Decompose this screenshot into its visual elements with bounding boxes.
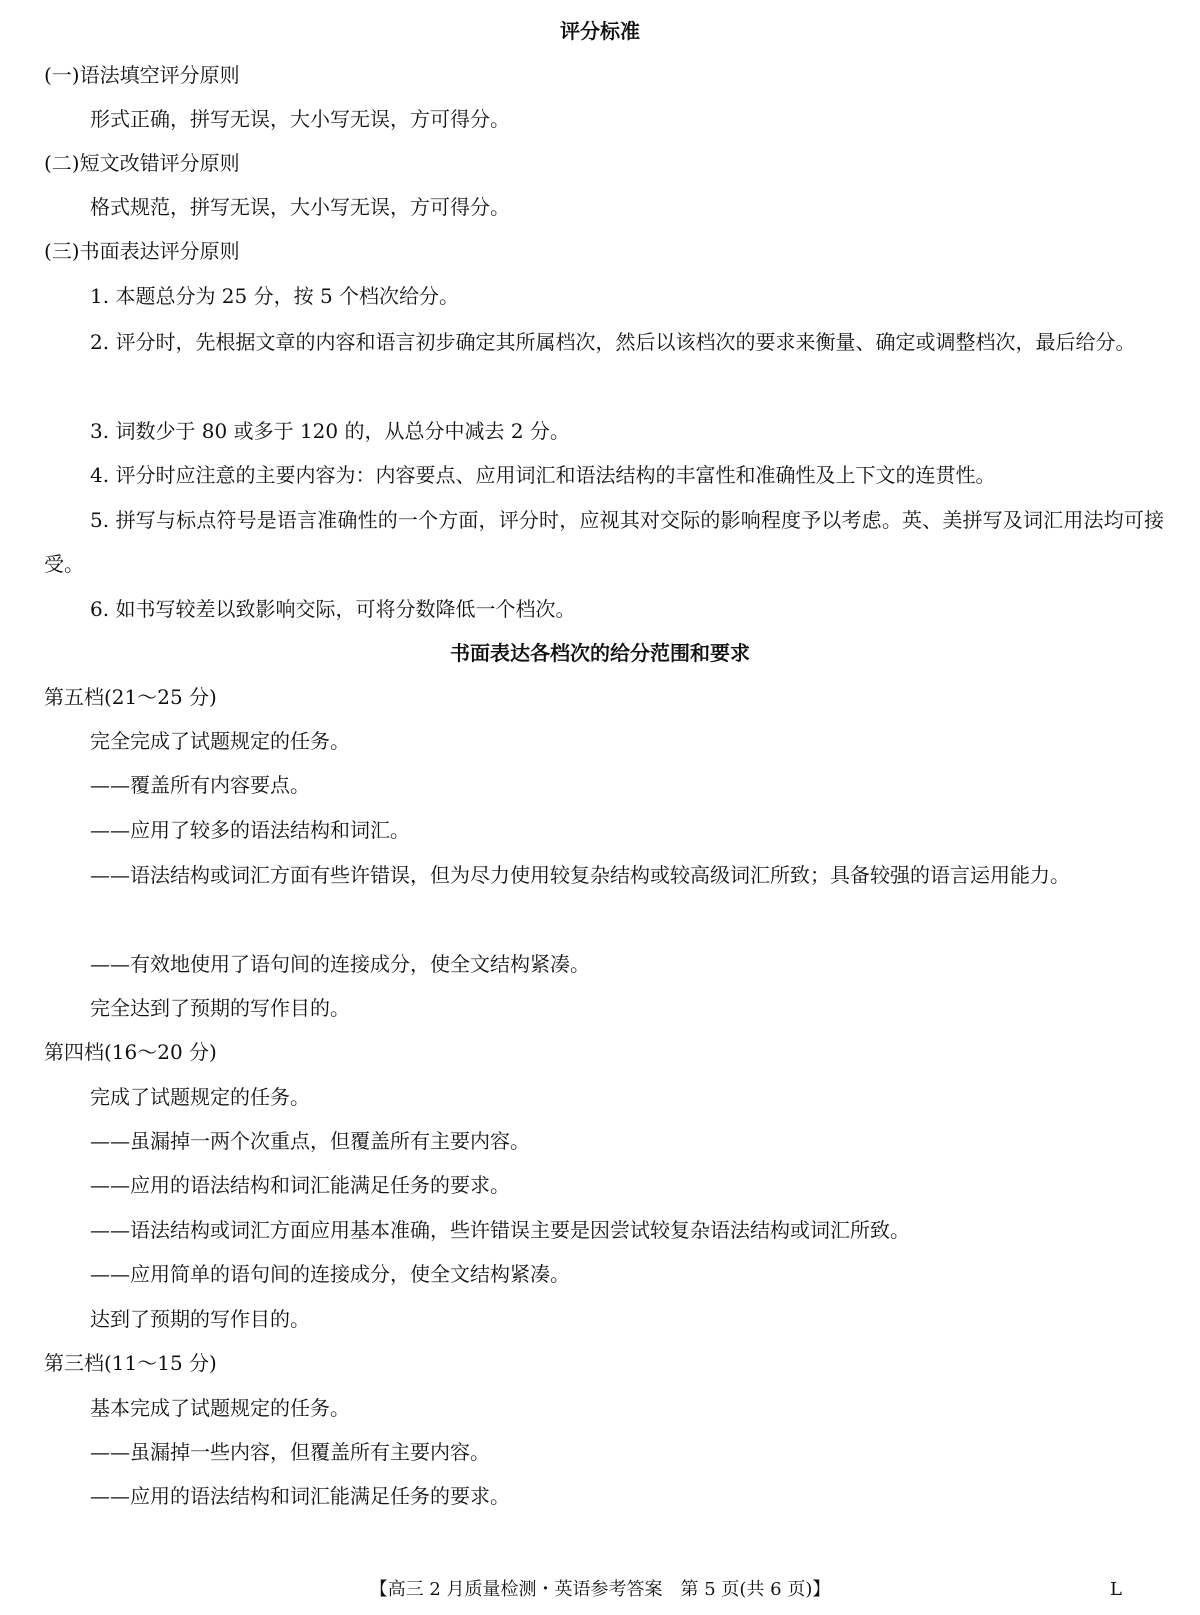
writing-rule-2: 2. 评分时，先根据文章的内容和语言初步确定其所属档次，然后以该档次的要求来衡量、确定或调整档次，最后给分。 xyxy=(90,330,1136,354)
level-4-conclusion: 达到了预期的写作目的。 xyxy=(90,1307,310,1331)
page-title: 评分标准 xyxy=(560,19,640,43)
writing-rule-4: 4. 评分时应注意的主要内容为：内容要点、应用词汇和语法结构的丰富性和准确性及上下文的连贯性。 xyxy=(90,463,996,487)
level-3-point-1: ——虽漏掉一些内容，但覆盖所有主要内容。 xyxy=(90,1440,490,1464)
level-5-point-3: ——语法结构或词汇方面有些许错误，但为尽力使用较复杂结构或较高级词汇所致；具备较强的语言运用能力。 xyxy=(90,863,1070,887)
level-3-point-2: ——应用的语法结构和词汇能满足任务的要求。 xyxy=(90,1484,510,1508)
footer-text: 【高三 2 月质量检测・英语参考答案 第 5 页(共 6 页)】 xyxy=(369,1579,831,1600)
writing-rule-3: 3. 词数少于 80 或多于 120 的，从总分中减去 2 分。 xyxy=(90,419,570,443)
level-4-point-2: ——应用的语法结构和词汇能满足任务的要求。 xyxy=(90,1173,510,1197)
error-correction-heading: (二)短文改错评分原则 xyxy=(44,151,240,175)
level-4-point-4: ——应用简单的语句间的连接成分，使全文结构紧凑。 xyxy=(90,1262,570,1286)
levels-title: 书面表达各档次的给分范围和要求 xyxy=(450,641,750,665)
writing-rule-6: 6. 如书写较差以致影响交际，可将分数降低一个档次。 xyxy=(90,597,576,621)
level-5-point-4: ——有效地使用了语句间的连接成分，使全文结构紧凑。 xyxy=(90,952,590,976)
level-4-summary: 完成了试题规定的任务。 xyxy=(90,1085,310,1109)
level-5-summary: 完全完成了试题规定的任务。 xyxy=(90,729,350,753)
error-correction-rule: 格式规范，拼写无误，大小写无误，方可得分。 xyxy=(90,195,510,219)
level-4-point-3: ——语法结构或词汇方面应用基本准确，些许错误主要是因尝试较复杂语法结构或词汇所致。 xyxy=(90,1218,910,1242)
writing-rule-1: 1. 本题总分为 25 分，按 5 个档次给分。 xyxy=(90,284,460,308)
level-5-point-2: ——应用了较多的语法结构和词汇。 xyxy=(90,818,410,842)
writing-rule-5: 5. 拼写与标点符号是语言准确性的一个方面，评分时，应视其对交际的影响程度予以考虑。英、美拼写及词汇用法均可接受。 xyxy=(44,508,1164,576)
level-4-heading: 第四档(16～20 分) xyxy=(44,1040,217,1064)
page-footer xyxy=(0,1577,1200,1603)
level-3-heading: 第三档(11～15 分) xyxy=(44,1351,217,1375)
level-5-point-1: ——覆盖所有内容要点。 xyxy=(90,773,310,797)
level-4-point-1: ——虽漏掉一两个次重点，但覆盖所有主要内容。 xyxy=(90,1129,530,1153)
grammar-fill-heading: (一)语法填空评分原则 xyxy=(44,63,240,87)
level-3-summary: 基本完成了试题规定的任务。 xyxy=(90,1396,350,1420)
grammar-fill-rule: 形式正确，拼写无误，大小写无误，方可得分。 xyxy=(90,107,510,131)
writing-heading: (三)书面表达评分原则 xyxy=(44,239,240,263)
level-5-heading: 第五档(21～25 分) xyxy=(44,685,217,709)
level-5-conclusion: 完全达到了预期的写作目的。 xyxy=(90,996,350,1020)
footer-code: L xyxy=(1110,1579,1122,1600)
